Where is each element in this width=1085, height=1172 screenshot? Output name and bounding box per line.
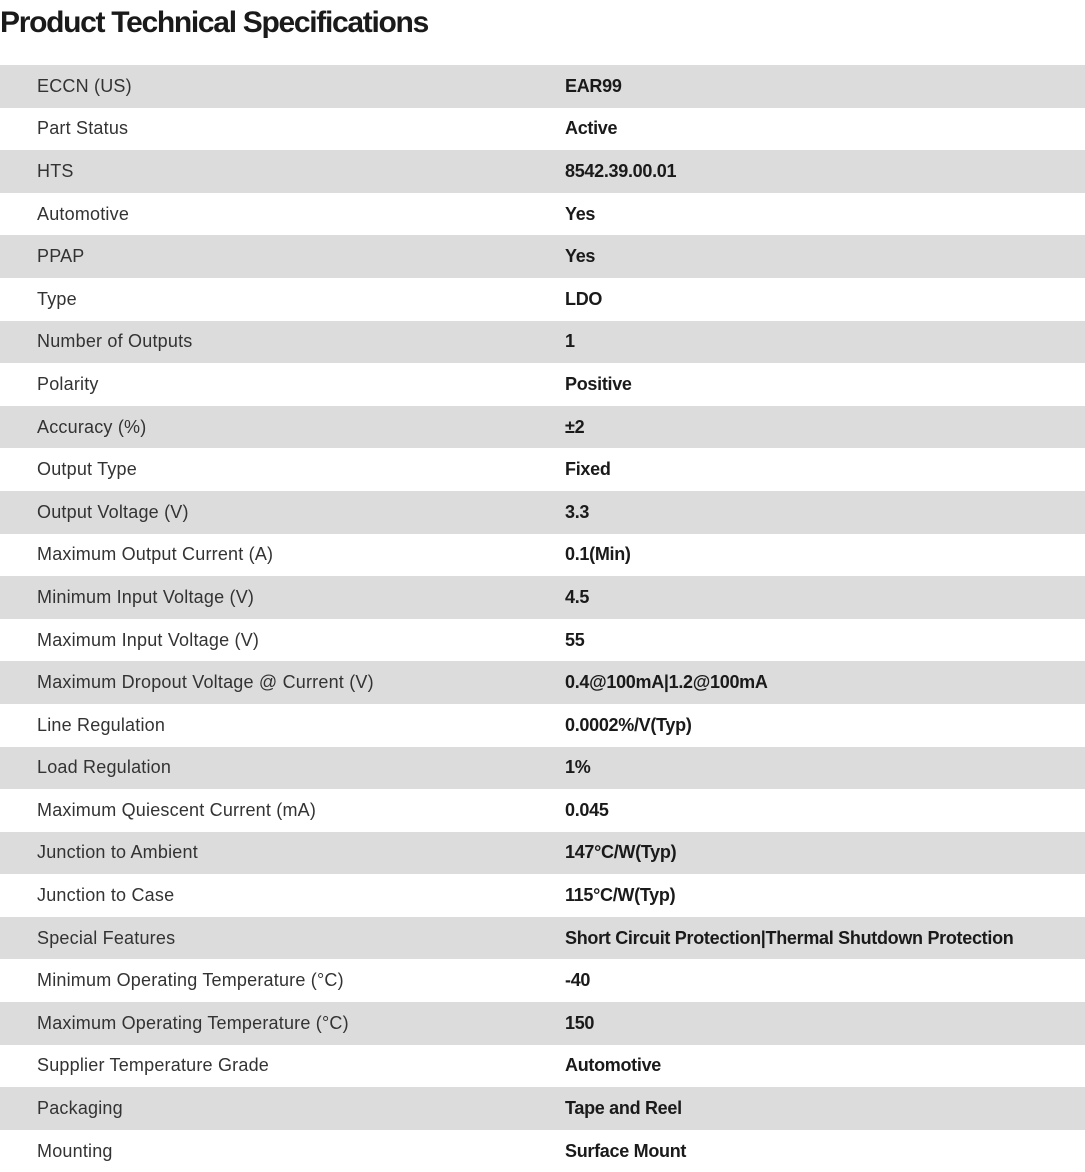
spec-value: Automotive xyxy=(565,1045,1085,1088)
spec-row xyxy=(0,534,1085,577)
spec-label: Junction to Case xyxy=(0,874,565,917)
spec-row xyxy=(0,235,1085,278)
spec-label: Maximum Quiescent Current (mA) xyxy=(0,789,565,832)
spec-label: Accuracy (%) xyxy=(0,406,565,449)
spec-row xyxy=(0,321,1085,364)
spec-label: Minimum Input Voltage (V) xyxy=(0,576,565,619)
spec-row xyxy=(0,65,1085,108)
spec-label: Special Features xyxy=(0,917,565,960)
spec-value: 147°C/W(Typ) xyxy=(565,832,1085,875)
spec-value: Active xyxy=(565,108,1085,151)
spec-label: Load Regulation xyxy=(0,747,565,790)
spec-row xyxy=(0,832,1085,875)
spec-row xyxy=(0,747,1085,790)
spec-label: Junction to Ambient xyxy=(0,832,565,875)
spec-row xyxy=(0,1087,1085,1130)
spec-value: ±2 xyxy=(565,406,1085,449)
spec-row xyxy=(0,874,1085,917)
spec-value: Yes xyxy=(565,235,1085,278)
spec-label: HTS xyxy=(0,150,565,193)
spec-label: Packaging xyxy=(0,1087,565,1130)
spec-row xyxy=(0,150,1085,193)
spec-value: 1% xyxy=(565,747,1085,790)
spec-label: Number of Outputs xyxy=(0,321,565,364)
spec-row xyxy=(0,1002,1085,1045)
spec-row xyxy=(0,704,1085,747)
page-title: Product Technical Specifications xyxy=(0,6,428,39)
spec-value: Yes xyxy=(565,193,1085,236)
spec-table-body xyxy=(0,65,1085,1172)
spec-label: Type xyxy=(0,278,565,321)
spec-value: Surface Mount xyxy=(565,1130,1085,1172)
spec-row xyxy=(0,448,1085,491)
spec-value: 8542.39.00.01 xyxy=(565,150,1085,193)
spec-row xyxy=(0,576,1085,619)
spec-row xyxy=(0,406,1085,449)
spec-value: Tape and Reel xyxy=(565,1087,1085,1130)
spec-value: Positive xyxy=(565,363,1085,406)
spec-label: Maximum Input Voltage (V) xyxy=(0,619,565,662)
spec-row xyxy=(0,619,1085,662)
spec-value: LDO xyxy=(565,278,1085,321)
spec-label: Automotive xyxy=(0,193,565,236)
spec-label: Output Voltage (V) xyxy=(0,491,565,534)
spec-value: 115°C/W(Typ) xyxy=(565,874,1085,917)
spec-row xyxy=(0,193,1085,236)
spec-label: ECCN (US) xyxy=(0,65,565,108)
spec-value: Short Circuit Protection|Thermal Shutdown Protection xyxy=(565,917,1085,960)
spec-value: 1 xyxy=(565,321,1085,364)
spec-label: Mounting xyxy=(0,1130,565,1172)
spec-value: 3.3 xyxy=(565,491,1085,534)
spec-label: Output Type xyxy=(0,448,565,491)
spec-row xyxy=(0,661,1085,704)
spec-row xyxy=(0,959,1085,1002)
spec-row xyxy=(0,491,1085,534)
spec-label: Maximum Output Current (A) xyxy=(0,534,565,577)
spec-row xyxy=(0,789,1085,832)
spec-row xyxy=(0,1045,1085,1088)
spec-value: 0.1(Min) xyxy=(565,534,1085,577)
spec-table xyxy=(0,65,1085,1172)
spec-label: PPAP xyxy=(0,235,565,278)
spec-label: Line Regulation xyxy=(0,704,565,747)
spec-row xyxy=(0,917,1085,960)
spec-value: 55 xyxy=(565,619,1085,662)
spec-value: 150 xyxy=(565,1002,1085,1045)
spec-value: 0.0002%/V(Typ) xyxy=(565,704,1085,747)
spec-label: Maximum Operating Temperature (°C) xyxy=(0,1002,565,1045)
spec-label: Polarity xyxy=(0,363,565,406)
spec-row xyxy=(0,363,1085,406)
spec-value: 0.4@100mA|1.2@100mA xyxy=(565,661,1085,704)
spec-value: 0.045 xyxy=(565,789,1085,832)
spec-label: Maximum Dropout Voltage @ Current (V) xyxy=(0,661,565,704)
spec-label: Part Status xyxy=(0,108,565,151)
spec-value: -40 xyxy=(565,959,1085,1002)
spec-row xyxy=(0,108,1085,151)
spec-value: 4.5 xyxy=(565,576,1085,619)
spec-value: EAR99 xyxy=(565,65,1085,108)
spec-value: Fixed xyxy=(565,448,1085,491)
spec-row xyxy=(0,278,1085,321)
spec-label: Supplier Temperature Grade xyxy=(0,1045,565,1088)
spec-label: Minimum Operating Temperature (°C) xyxy=(0,959,565,1002)
